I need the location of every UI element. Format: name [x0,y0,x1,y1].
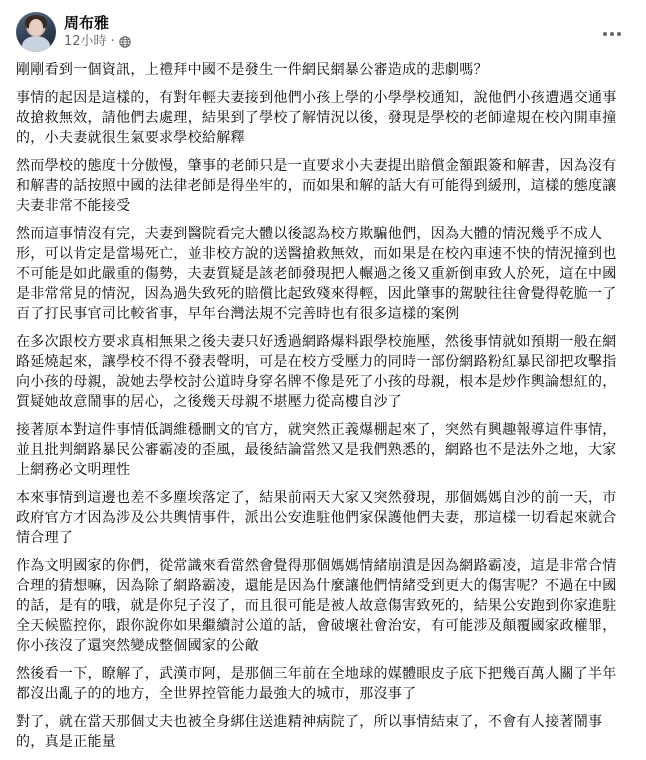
meta-separator: · [110,34,115,49]
post-body [16,60,630,760]
more-dot [617,32,621,36]
paragraph: 在多次跟校方要求真相無果之後夫妻只好透過網路爆料跟學校施壓，然後事情就如預期一般在網路延燒起來，讓學校不得不發表聲明，可是在校方受壓力的同時一部份網路粉紅暴民卻把攻擊指向小孩的母親，說她去學校討公道時身穿名牌不像是死了小孩的母親，根本是炒作輿論想紅的，質疑她故意鬧事的居心，之後幾天母親不堪壓力從高樓自沙了 [16,334,617,410]
paragraph: 剛剛看到一個資訊，上禮拜中國不是發生一件網民網暴公審造成的悲劇嗎？ [16,62,488,78]
avatar[interactable] [16,12,56,52]
post-timestamp[interactable]: 12小時 [64,34,107,49]
post-meta [64,34,131,50]
paragraph: 然而學校的態度十分傲慢，肇事的老師只是一直要求小夫妻提出賠償金額跟簽和解書，因為沒有和解書的話按照中國的法律老師是得坐牢的，而如果和解的話大有可能得到緩刑，這樣的態度讓夫妻非常不能接受 [16,158,617,214]
paragraph: 對了，就在當天那個丈夫也被全身綁住送進精神病院了，所以事情結束了，不會有人接著鬧事的，真是正能量 [16,714,603,750]
post-header [16,12,630,56]
avatar-face [29,19,43,35]
paragraph: 接著原本對這件事情低調維穩刪文的官方，就突然正義爆棚起來了，突然有興趣報導這件事情，並且批判網路暴民公審霸凌的歪風，最後結論當然又是我們熟悉的，網路也不是法外之地，大家上網務必文明理性 [16,422,617,478]
paragraph: 本來事情到這邊也差不多塵埃落定了，結果前兩天大家又突然發現，那個媽媽自沙的前一天，市政府官方才因為涉及公共輿情事件，派出公安進駐他們家保護他們夫妻，那這樣一切看起來就合情合理了 [16,490,617,546]
more-options-button[interactable] [594,16,630,52]
author-name[interactable]: 周布雅 [64,14,110,32]
paragraph: 事情的起因是這樣的，有對年輕夫妻接到他們小孩上學的小學學校通知，說他們小孩遭遇交通事故搶救無效，請他們去處理，結果到了學校了解情況以後，發現是學校的老師違規在校內開車撞的，小夫妻就很生氣要求學校給解釋 [16,90,617,146]
globe-icon[interactable] [119,36,131,48]
avatar-body [22,36,50,52]
more-dot [610,32,614,36]
paragraph: 作為文明國家的你們，從常識來看當然會覺得那個媽媽情緒崩潰是因為網路霸凌，這是非常合情合理的猜想嘛，因為除了網路霸凌，還能是因為什麼讓他們情緒受到更大的傷害呢？不過在中國的話，是有的哦，就是你兒子沒了，而且很可能是被人故意傷害致死的，結果公安跑到你家進駐全天候監控你，跟你說你如果繼續討公道的話，會破壞社會治安，有可能涉及顛覆國家政權罪，你小孩沒了還突然變成整個國家的公敵 [16,558,617,654]
more-horizontal-icon [603,32,607,36]
paragraph: 然而這事情沒有完，夫妻到醫院看完大體以後認為校方欺騙他們，因為大體的情況幾乎不成人形，可以肯定是當場死亡，並非校方說的送醫搶救無效，而如果是在校內車速不快的情況撞到也不可能是如此嚴重的傷勢，夫妻質疑是該老師發現把人輾過之後又重新倒車致人於死，這在中國是非常常見的情況，因為過失致死的賠償比起致殘來得輕，因此肇事的駕駛往往會覺得乾脆一了百了打民事官司比較省事，早年台灣法規不完善時也有很多這樣的案例 [16,226,617,322]
paragraph: 然後看一下，瞭解了，武漢市阿，是那個三年前在全地球的媒體眼皮子底下把幾百萬人關了半年都沒出亂子的的地方，全世界控管能力最強大的城市，那沒事了 [16,666,617,702]
